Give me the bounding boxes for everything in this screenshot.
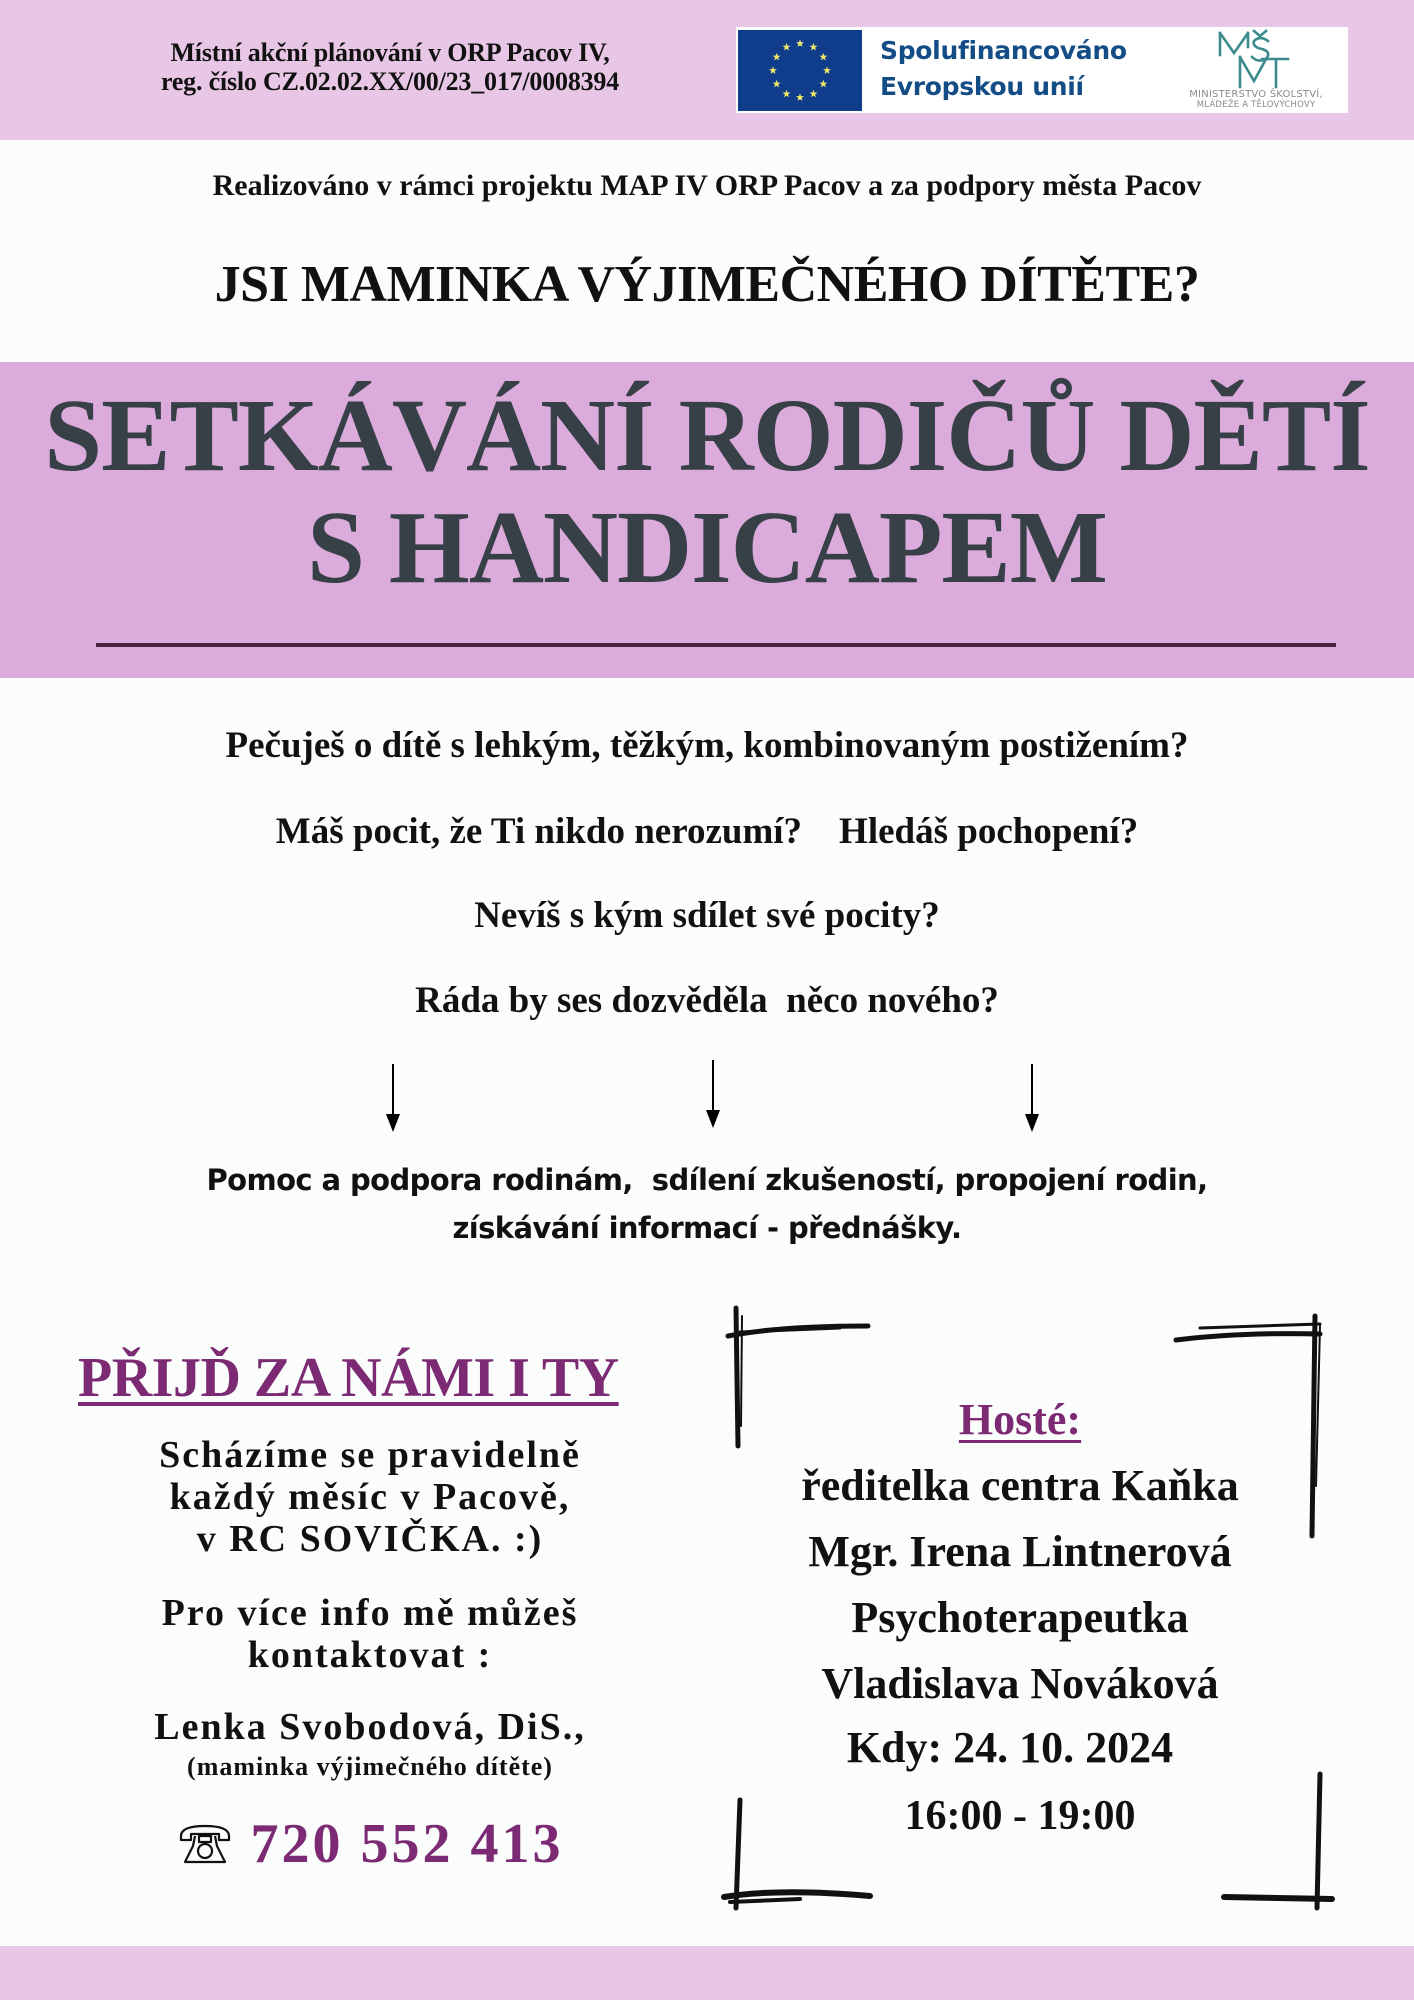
support-line-2: získávání informací - přednášky. — [452, 1211, 962, 1245]
eu-text-line-2: Evropskou unií — [880, 72, 1084, 101]
msmt-caption-line-2: MLÁDEŽE A TĚLOVÝCHOVY — [1196, 100, 1316, 110]
event-time: 16:00 - 19:00 — [904, 1793, 1136, 1839]
realized-note: Realizováno v rámci projektu MAP IV ORP Pacov a za podpory města Pacov — [212, 169, 1202, 202]
eu-star-icon — [773, 80, 781, 88]
funding-logos — [736, 27, 1348, 113]
eu-star-icon — [819, 53, 827, 61]
phone-number[interactable]: 720 552 413 — [250, 1813, 564, 1875]
guests-heading-wrap — [700, 1388, 1340, 1452]
guest-line-1: ředitelka centra Kaňka — [801, 1461, 1239, 1510]
contact-prompt-line-2: kontaktovat : — [247, 1634, 493, 1676]
contact-name: Lenka Svobodová, DiS., — [154, 1706, 586, 1748]
question-1: Pečuješ o dítě s lehkým, těžkým, kombinovaným postižením? — [225, 725, 1189, 766]
contact-note: (maminka výjimečného dítěte) — [187, 1752, 553, 1781]
eu-text-line-1: Spolufinancováno — [880, 36, 1127, 65]
guest-line-3: Psychoterapeutka — [851, 1593, 1189, 1642]
project-info — [80, 38, 700, 96]
page-title — [0, 380, 1414, 604]
arrow-down-icon — [1022, 1064, 1042, 1134]
contact-prompt — [100, 1592, 640, 1676]
contact-prompt-line-1: Pro více info mě můžeš — [161, 1592, 579, 1634]
eu-star-icon — [796, 93, 804, 101]
support-line-1: Pomoc a podpora rodinám, sdílení zkušeností, propojení rodin, — [206, 1163, 1208, 1197]
eu-star-icon — [773, 53, 781, 61]
join-heading: PŘIJĎ ZA NÁMI I TY — [78, 1347, 619, 1409]
eu-star-icon — [810, 43, 818, 51]
project-line-2: reg. číslo CZ.02.02.XX/00/23_017/0008394 — [160, 67, 620, 96]
meeting-info — [100, 1434, 640, 1560]
telephone-icon — [177, 1822, 233, 1866]
footer-band — [0, 1946, 1414, 2000]
guests-heading: Hosté: — [958, 1395, 1082, 1444]
question-4: Ráda by ses dozvěděla něco nového? — [415, 980, 999, 1021]
guest-line-4: Vladislava Nováková — [821, 1659, 1219, 1708]
meeting-line-3: v RC SOVIČKA. :) — [196, 1518, 544, 1560]
eu-cofinanced-text — [880, 33, 1127, 105]
main-question: JSI MAMINKA VÝJIMEČNÉHO DÍTĚTE? — [214, 256, 1200, 313]
question-2: Máš pocit, že Ti nikdo nerozumí? Hledáš pochopení? — [275, 811, 1139, 852]
eu-stars — [738, 30, 862, 111]
project-line-1: Místní akční plánování v ORP Pacov IV, — [170, 38, 610, 67]
eu-star-icon — [823, 66, 831, 74]
arrow-down-icon — [703, 1060, 723, 1130]
event-date: Kdy: 24. 10. 2024 — [846, 1723, 1174, 1772]
msmt-caption — [1166, 89, 1346, 111]
eu-star-icon — [783, 43, 791, 51]
arrow-down-icon — [383, 1064, 403, 1134]
eu-star-icon — [783, 90, 791, 98]
eu-star-icon — [819, 80, 827, 88]
support-text — [0, 1156, 1414, 1252]
msmt-caption-line-1: MINISTERSTVO ŠKOLSTVÍ, — [1189, 89, 1323, 100]
phone-row — [100, 1812, 640, 1876]
meeting-line-2: každý měsíc v Pacově, — [169, 1476, 571, 1518]
eu-flag-icon — [738, 30, 862, 111]
msmt-mark-icon — [1210, 27, 1300, 91]
title-line-2: S HANDICAPEM — [307, 490, 1107, 605]
guest-line-2: Mgr. Irena Lintnerová — [808, 1527, 1232, 1576]
msmt-logo — [1166, 27, 1346, 113]
question-3: Nevíš s kým sdílet své pocity? — [474, 895, 940, 936]
title-line-1: SETKÁVÁNÍ RODIČŮ DĚTÍ — [44, 378, 1370, 493]
eu-star-icon — [769, 66, 777, 74]
title-divider — [96, 643, 1336, 647]
eu-star-icon — [796, 39, 804, 47]
eu-star-icon — [810, 90, 818, 98]
meeting-line-1: Scházíme se pravidelně — [159, 1434, 581, 1476]
